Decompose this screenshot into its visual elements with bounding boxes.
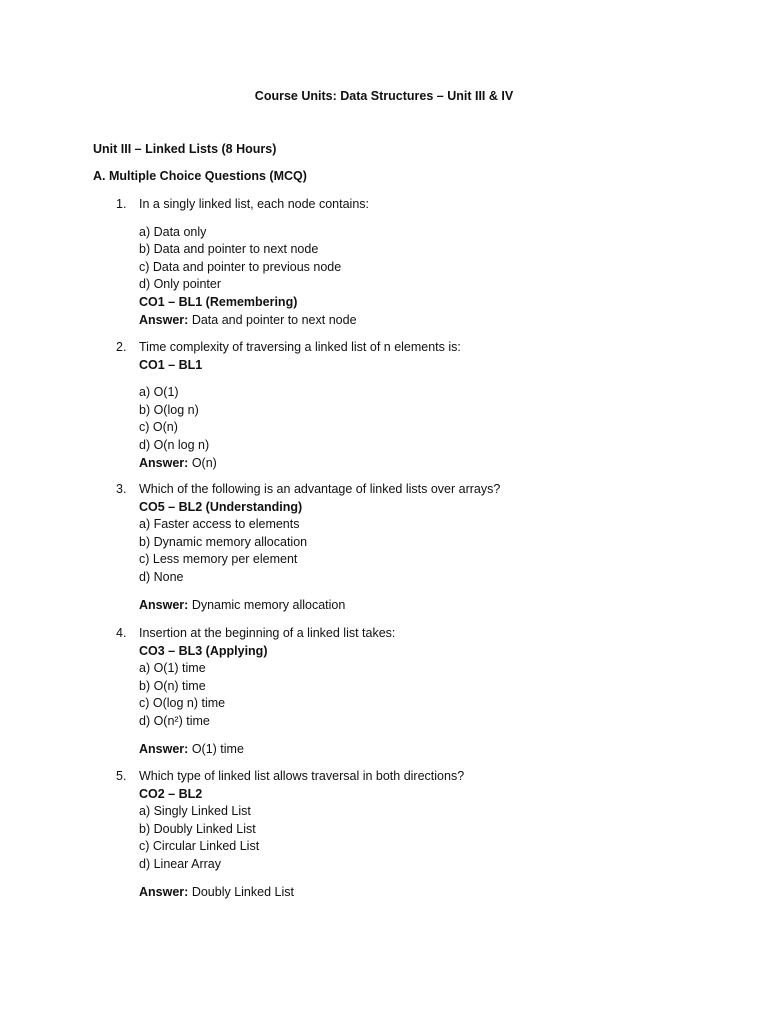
option-c: c) O(log n) time — [139, 696, 226, 711]
option-d: d) Only pointer — [139, 277, 221, 292]
answer-label: Answer: — [139, 741, 189, 756]
option-b: b) Data and pointer to next node — [139, 242, 319, 257]
option-c: c) Circular Linked List — [139, 839, 260, 854]
option-a: a) Faster access to elements — [139, 517, 300, 532]
answer-label: Answer: — [139, 597, 189, 612]
document-title: Course Units: Data Structures – Unit III & IV — [254, 89, 514, 103]
option-b: b) O(log n) — [139, 402, 199, 417]
option-d: d) Linear Array — [139, 856, 221, 871]
answer-line — [139, 312, 369, 330]
answer-label: Answer: — [139, 884, 189, 899]
answer-line — [139, 597, 500, 615]
question-number: 2. — [116, 340, 127, 354]
question-number: 1. — [116, 197, 127, 211]
course-outcome: CO3 – BL3 (Applying) — [139, 643, 268, 658]
answer-text: Data and pointer to next node — [191, 312, 357, 327]
answer-text: Dynamic memory allocation — [191, 597, 346, 612]
option-a: a) O(1) time — [139, 661, 206, 676]
option-c: c) Data and pointer to previous node — [139, 259, 342, 274]
question-number: 4. — [116, 626, 127, 640]
answer-text: Doubly Linked List — [191, 884, 294, 899]
option-d: d) O(n log n) — [139, 437, 210, 452]
unit-heading: Unit III – Linked Lists (8 Hours) — [93, 142, 277, 156]
option-a: a) Data only — [139, 224, 207, 239]
question-number: 5. — [116, 769, 127, 783]
question-text: Insertion at the beginning of a linked list takes: — [139, 626, 396, 640]
answer-text: O(n) — [191, 455, 217, 470]
question-text: In a singly linked list, each node contains: — [139, 197, 369, 211]
course-outcome: CO2 – BL2 — [139, 786, 203, 801]
answer-line — [139, 884, 464, 902]
question-number: 3. — [116, 482, 127, 496]
option-d: d) O(n²) time — [139, 713, 210, 728]
course-outcome: CO1 – BL1 — [139, 357, 203, 372]
answer-line — [139, 455, 461, 473]
answer-line — [139, 741, 395, 759]
answer-text: O(1) time — [191, 741, 244, 756]
course-outcome: CO5 – BL2 (Understanding) — [139, 499, 303, 514]
answer-label: Answer: — [139, 312, 189, 327]
course-outcome: CO1 – BL1 (Remembering) — [139, 294, 298, 309]
option-a: a) Singly Linked List — [139, 804, 251, 819]
option-b: b) O(n) time — [139, 678, 206, 693]
option-c: c) Less memory per element — [139, 552, 298, 567]
section-heading: A. Multiple Choice Questions (MCQ) — [93, 169, 307, 183]
option-b: b) Doubly Linked List — [139, 821, 256, 836]
option-b: b) Dynamic memory allocation — [139, 534, 308, 549]
question-text: Which of the following is an advantage of linked lists over arrays? — [139, 482, 501, 496]
question-text: Which type of linked list allows traversal in both directions? — [139, 769, 465, 783]
option-a: a) O(1) — [139, 385, 179, 400]
option-c: c) O(n) — [139, 420, 178, 435]
answer-label: Answer: — [139, 455, 189, 470]
option-d: d) None — [139, 569, 184, 584]
question-text: Time complexity of traversing a linked list of n elements is: — [139, 340, 461, 354]
